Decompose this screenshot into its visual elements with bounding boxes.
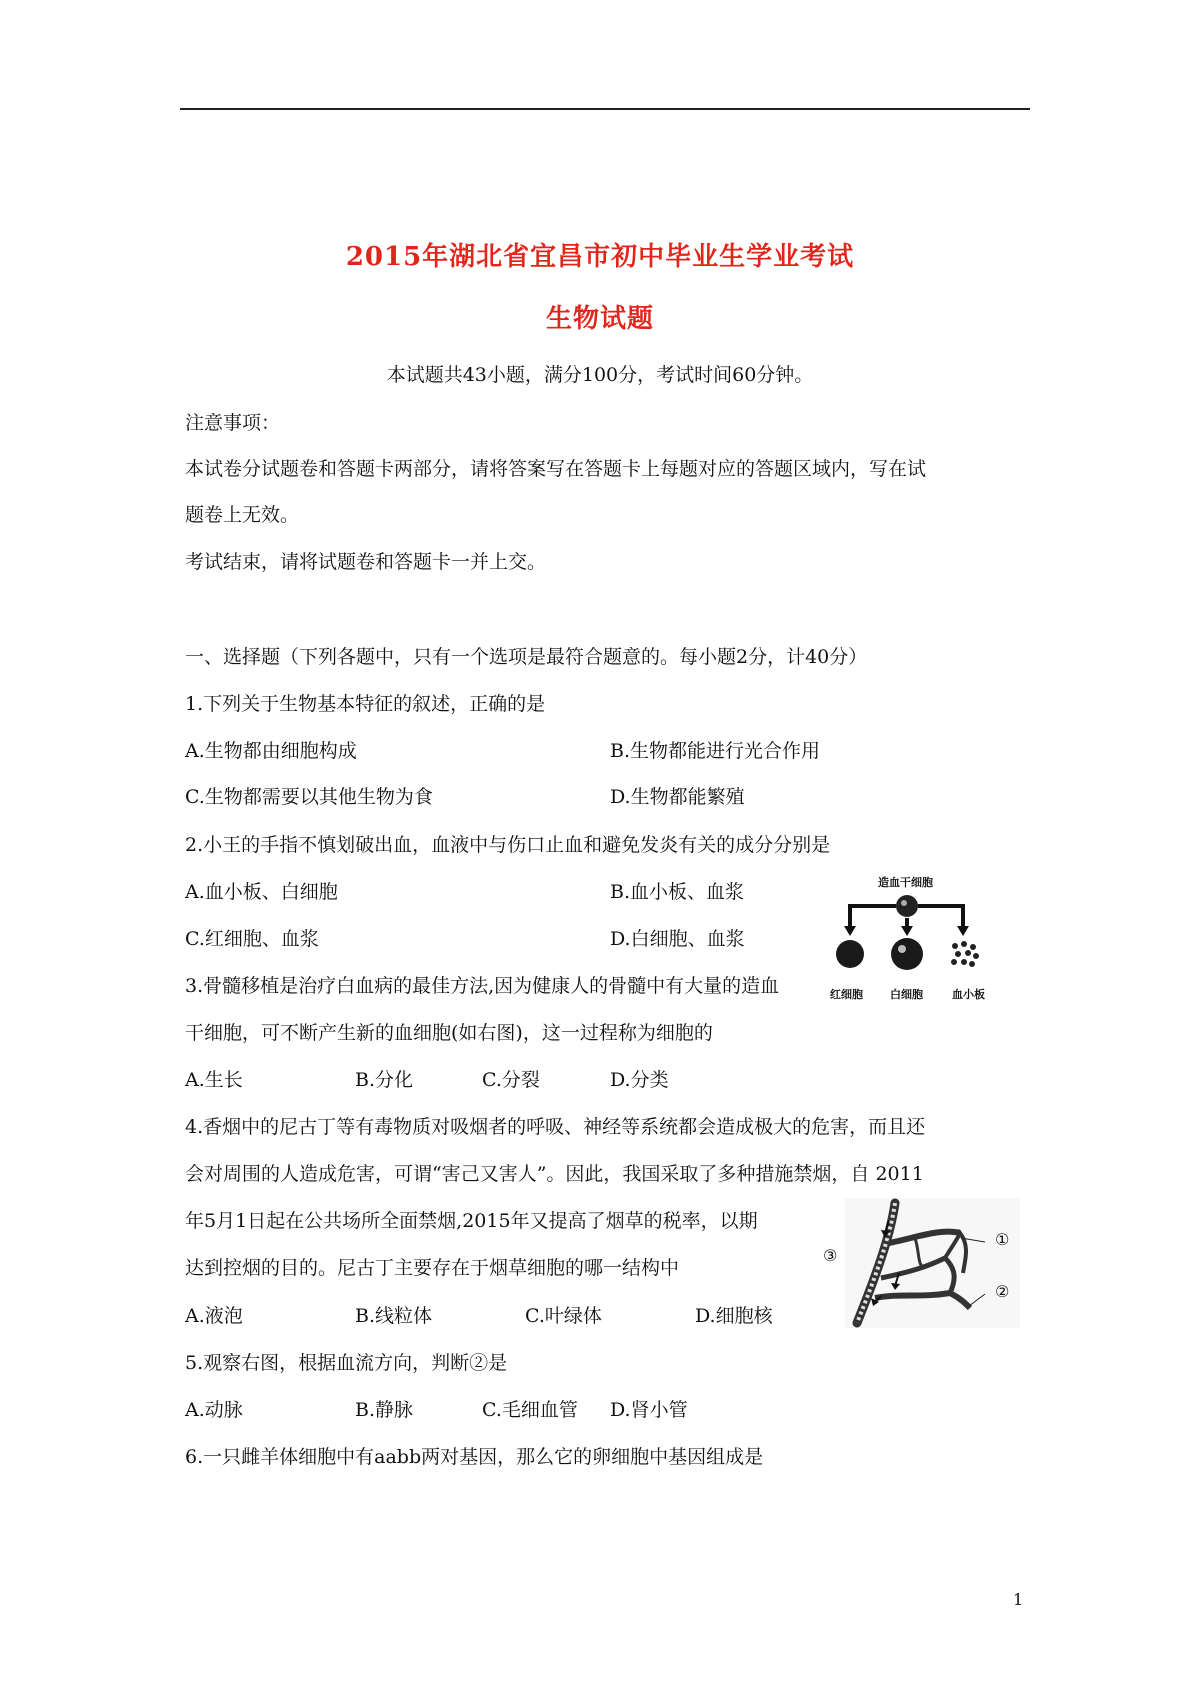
q4-stem-2: 会对周围的人造成危害，可谓“害己又害人”。因此，我国采取了多种措施禁烟，自 2011 — [185, 1163, 924, 1185]
fig-label-3: ③ — [823, 1246, 838, 1265]
fig-label-2: ② — [995, 1282, 1010, 1301]
q2-option-d: D.白细胞、血浆 — [610, 928, 745, 950]
q4-option-c: C.叶绿体 — [525, 1305, 602, 1327]
platelet-shapes — [951, 941, 979, 967]
exam-title: 2015年湖北省宜昌市初中毕业生学业考试 — [345, 242, 855, 272]
q2-option-c: C.红细胞、血浆 — [185, 928, 319, 950]
notes-line-1: 本试卷分试题卷和答题卡两部分，请将答案写在答题卡上每题对应的答题区域内，写在试 — [185, 458, 927, 480]
notes-line-1b: 题卷上无效。 — [185, 504, 300, 526]
fig-label-platelet: 血小板 — [952, 988, 985, 1001]
blood-vessel-figure — [823, 1198, 1020, 1328]
notes-line-2: 考试结束，请将试题卷和答题卡一并上交。 — [185, 551, 547, 573]
fig-label-white-cell: 白细胞 — [890, 988, 923, 1001]
q1-stem: 1.下列关于生物基本特征的叙述，正确的是 — [185, 693, 546, 715]
blood-cell-diagram — [830, 874, 1010, 1004]
exam-summary: 本试题共43小题，满分100分，考试时间60分钟。 — [386, 364, 814, 386]
q2-option-a: A.血小板、白细胞 — [185, 881, 338, 903]
red-cell-shape — [836, 940, 864, 968]
q3-stem-2: 干细胞，可不断产生新的血细胞(如右图)，这一过程称为细胞的 — [185, 1022, 713, 1044]
arrow-to-red — [850, 906, 896, 929]
header-rule — [180, 108, 1030, 110]
blood-vessel-diagram — [845, 1198, 1020, 1328]
q5-option-a: A.动脉 — [185, 1399, 243, 1421]
q4-stem-4: 达到控烟的目的。尼古丁主要存在于烟草细胞的哪一结构中 — [185, 1257, 680, 1279]
exam-subtitle: 生物试题 — [545, 304, 654, 334]
fig-label-1: ① — [995, 1230, 1010, 1249]
q5-option-b: B.静脉 — [355, 1399, 414, 1421]
page-number: 1 — [1013, 1590, 1024, 1609]
notes-heading: 注意事项： — [185, 412, 281, 434]
fig-label-red-cell: 红细胞 — [830, 988, 863, 1001]
q3-option-c: C.分裂 — [482, 1069, 540, 1091]
q2-stem: 2.小王的手指不慎划破出血，血液中与伤口止血和避免发炎有关的成分分别是 — [185, 834, 831, 856]
q3-option-a: A.生长 — [185, 1069, 243, 1091]
q3-option-d: D.分类 — [610, 1069, 669, 1091]
stem-cell-shape — [896, 895, 918, 917]
q4-stem-3: 年5月1日起在公共场所全面禁烟,2015年又提高了烟草的税率，以期 — [185, 1210, 758, 1232]
q6-stem: 6.一只雌羊体细胞中有aabb两对基因，那么它的卵细胞中基因组成是 — [185, 1446, 764, 1468]
q4-option-b: B.线粒体 — [355, 1305, 433, 1327]
q5-stem: 5.观察右图，根据血流方向，判断②是 — [185, 1352, 508, 1374]
arrow-to-platelet — [918, 906, 963, 929]
fig-label-stem-cell: 造血干细胞 — [878, 876, 933, 889]
q4-option-d: D.细胞核 — [695, 1305, 773, 1327]
q3-stem-1: 3.骨髓移植是治疗白血病的最佳方法,因为健康人的骨髓中有大量的造血 — [185, 975, 780, 997]
q1-option-d: D.生物都能繁殖 — [610, 786, 745, 808]
q1-option-b: B.生物都能进行光合作用 — [610, 740, 821, 762]
q5-option-d: D.肾小管 — [610, 1399, 688, 1421]
q1-option-c: C.生物都需要以其他生物为食 — [185, 786, 433, 808]
q2-option-b: B.血小板、血浆 — [610, 881, 745, 903]
blood-cell-figure — [830, 874, 1010, 1004]
q3-option-b: B.分化 — [355, 1069, 414, 1091]
q5-option-c: C.毛细血管 — [482, 1399, 578, 1421]
section-heading: 一、选择题（下列各题中，只有一个选项是最符合题意的。每小题2分，计40分） — [185, 646, 868, 668]
white-cell-shape — [891, 938, 923, 970]
q1-option-a: A.生物都由细胞构成 — [185, 740, 357, 762]
q4-option-a: A.液泡 — [185, 1305, 243, 1327]
q4-stem-1: 4.香烟中的尼古丁等有毒物质对吸烟者的呼吸、神经等系统都会造成极大的危害，而且还 — [185, 1116, 926, 1138]
